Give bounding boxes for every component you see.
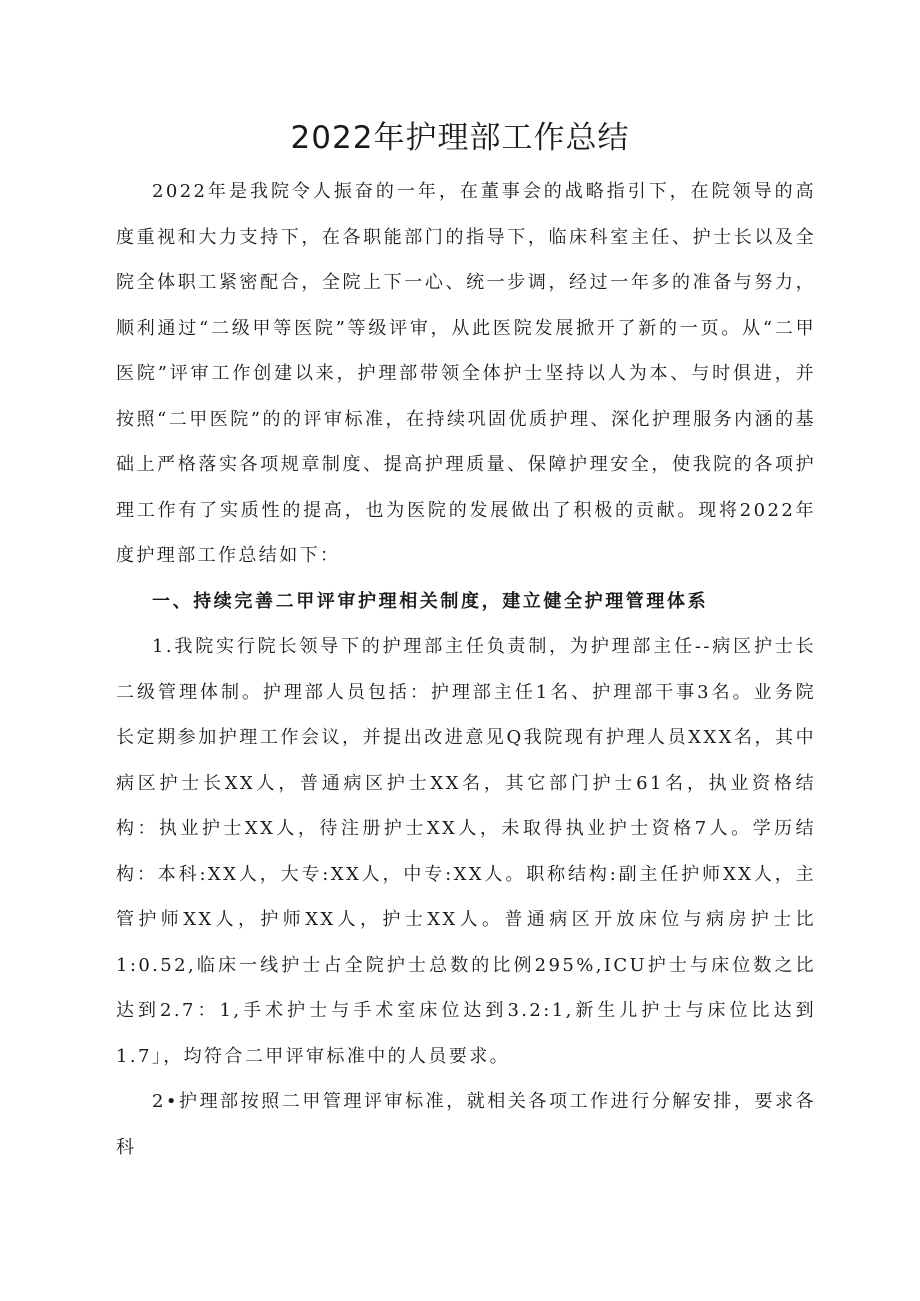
section-1-item-2: 2•护理部按照二甲管理评审标准，就相关各项工作进行分解安排，要求各科	[116, 1091, 816, 1158]
document-body	[116, 169, 816, 1170]
document-title: 2022年护理部工作总结	[290, 120, 630, 156]
intro-paragraph: 2022年是我院令人振奋的一年，在董事会的战略指引下，在院领导的高度重视和大力支持下，在各职能部门的指导下，临床科室主任、护士长以及全院全体职工紧密配合，全院上下一心、统一步调，经过一年多的准备与努力，顺利通过“二级甲等医院”等级评审，从此医院发展掀开了新的一页。从“二甲医院”评审工作创建以来，护理部带领全体护士坚持以人为本、与时俱进，并按照“二甲医院”的的评审标准，在持续巩固优质护理、深化护理服务内涵的基础上严格落实各项规章制度、提高护理质量、保障护理安全，使我院的各项护理工作有了实质性的提高，也为医院的发展做出了积极的贡献。现将2022年度护理部工作总结如下：	[116, 181, 816, 566]
section-1-item-1: 1.我院实行院长领导下的护理部主任负责制，为护理部主任--病区护士长二级管理体制。护理部人员包括：护理部主任1名、护理部干事3名。业务院长定期参加护理工作会议，并提出改进意见Q我院现有护理人员XXX名，其中病区护士长XX人，普通病区护士XX名，其它部门护士61名，执业资格结构：执业护士XX人，待注册护士XX人，未取得执业护士资格7人。学历结构：本科:XX人，大专:XX人，中专:XX人。职称结构:副主任护师XX人，主管护师XX人，护师XX人，护士XX人。普通病区开放床位与病房护士比1:0.52,临床一线护士占全院护士总数的比例295%,ICU护士与床位数之比达到2.7：1,手术护士与手术室床位达到3.2:1,新生儿护士与床位比达到1.7」，均符合二甲评审标准中的人员要求。	[116, 636, 816, 1067]
section-1-heading: 一、持续完善二甲评审护理相关制度，建立健全护理管理体系	[152, 590, 709, 612]
